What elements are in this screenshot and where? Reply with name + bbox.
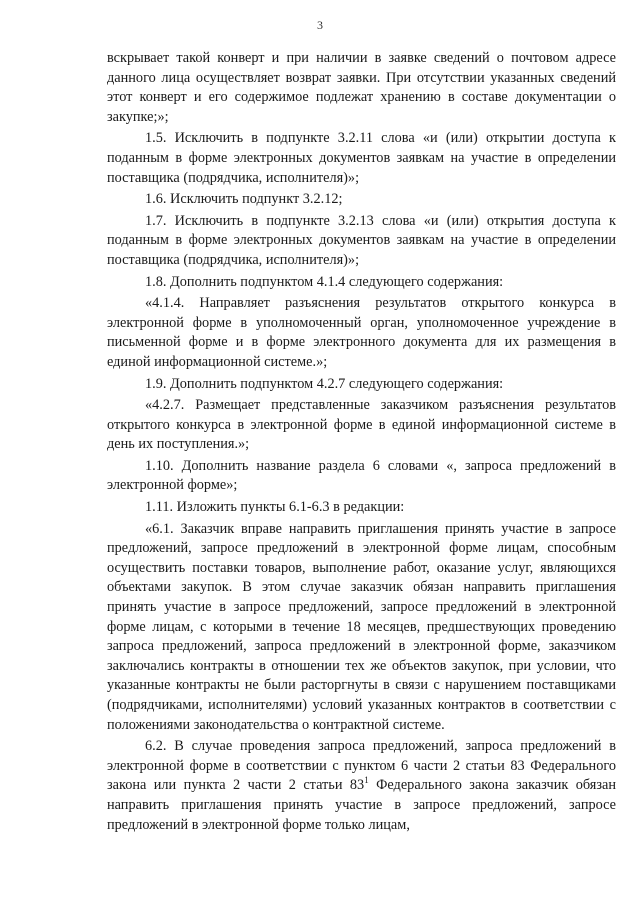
- paragraph-6-1: «6.1. Заказчик вправе направить приглашения принять участие в запросе предложений, запросе предложений в электронной форме лицам, способным осуществить поставки товаров, выполнение работ, оказание услуг, являющихся объектами закупок. В этом случае заказчик обязан направить приглашения принять участие в запросе предложений, запросе предложений в электронной форме лицам, с которыми в течение 18 месяцев, предшествующих проведению запроса предложений, запроса предложений в электронной форме, заказчиком заключались контракты в отношении тех же объектов закупок, при условии, что указанные контракты не были расторгнуты в связи с нарушением поставщиками (подрядчиками, исполнителями) условий указанных контрактов в соответствии с положениями законодательства о контрактной системе.: [107, 520, 616, 733]
- paragraph-6-2: [107, 737, 616, 835]
- paragraph-1-6: 1.6. Исключить подпункт 3.2.12;: [145, 191, 343, 208]
- paragraph-1-10: 1.10. Дополнить название раздела 6 словами «, запроса предложений в электронной форме»;: [107, 457, 616, 494]
- paragraph-4-2-7: «4.2.7. Размещает представленные заказчиком разъяснения результатов открытого конкурса в электронной форме в единой информационной системе в день их поступления.»;: [107, 397, 616, 453]
- paragraph-continuation: вскрывает такой конверт и при наличии в заявке сведений о почтовом адресе данного лица осуществляет возврат заявки. При отсутствии указанных сведений этот конверт и его содержимое подлежат хранению в составе документации о закупке;»;: [107, 50, 616, 125]
- paragraph-6-2-text-a: 6.2. В случае проведения запроса предложений, запроса предложений в электронной форме в соответствии с пунктом 6 части 2 статьи 83 Федерального закона или пункта 2 части 2 статьи 83: [107, 738, 616, 794]
- paragraph-1-8: 1.8. Дополнить подпунктом 4.1.4 следующего содержания:: [145, 273, 504, 290]
- document-body: [107, 49, 616, 835]
- superscript-marker: 1: [364, 775, 369, 786]
- page-number: 3: [317, 18, 323, 32]
- paragraph-6-2-text-b: Федерального закона заказчик обязан направить приглашения принять участие в запросе предложений, запросе предложений в электронной форме только лицам,: [107, 777, 616, 833]
- paragraph-1-11: 1.11. Изложить пункты 6.1-6.3 в редакции:: [145, 499, 405, 516]
- paragraph-1-7: 1.7. Исключить в подпункте 3.2.13 слова «и (или) открытия доступа к поданным в форме электронных документов заявкам на участие в определении поставщика (подрядчика, исполнителя)»;: [107, 212, 616, 268]
- paragraph-1-5: 1.5. Исключить в подпункте 3.2.11 слова «и (или) открытии доступа к поданным в форме электронных документов заявкам на участие в определении поставщика (подрядчика, исполнителя)»;: [107, 130, 616, 186]
- paragraph-1-9: 1.9. Дополнить подпунктом 4.2.7 следующего содержания:: [145, 375, 504, 392]
- paragraph-4-1-4: «4.1.4. Направляет разъяснения результатов открытого конкурса в электронной форме в уполномоченный орган, уполномоченное учреждение в письменной форме и в форме электронного документа для их размещения в единой информационной системе.»;: [107, 295, 616, 370]
